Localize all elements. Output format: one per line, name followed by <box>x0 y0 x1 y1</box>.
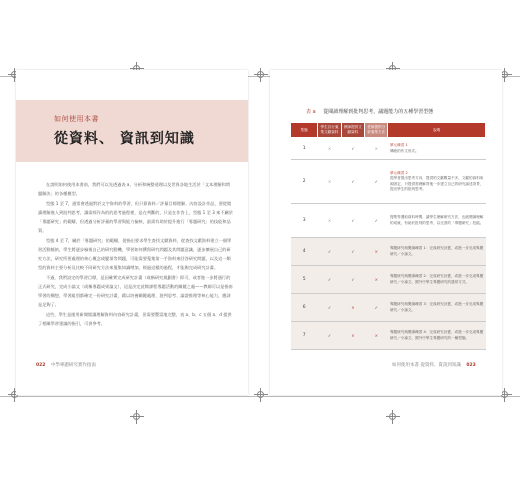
table-title: 從閱讀理解到批判思考，議題能力的五種學習型態 <box>323 109 434 115</box>
table-row <box>291 138 486 160</box>
table-row <box>291 204 486 238</box>
row-text: 傳統的作文形式。 <box>389 148 419 153</box>
row-index: 2 <box>291 160 318 204</box>
crop-mark-icon <box>130 410 144 424</box>
row-text: 搜集等選取資料時間，讓學生理解研究方法，也就閱讀理解的成就，有助於批判的思考，以完善的「專題研究」技能。 <box>389 215 484 225</box>
paragraph: 型態 4 至 7，屬於「專題研究」的範疇，從指出要求學生查找文獻資料，從查找文獻資料建立一個學習活動脈絡，學生將逐步檢視自己的研究動機，學習如何撰寫研究問題及其問題意識，逐步擴展自己的研究方法，研究所要處理的核心概念或變項等問題，可能需要蒐集第一手資料來回答研究問題，以及這一類型的資料主要分析及比較不同研究方法來蒐集知識增加，經過這樣的過程，才能夠完成研究計畫。 <box>38 238 232 270</box>
row-text: 專題研究與閱讀練習 2：完成研究計畫，或進一步完成專題研究／小論文，國外中學生專題研究的通常方式。 <box>389 274 484 284</box>
crop-mark-icon <box>254 388 268 402</box>
body-text <box>38 180 234 329</box>
row-heading: 單元練習 2 <box>389 171 408 176</box>
check-icon: ✓ <box>365 294 388 322</box>
table-caption <box>306 108 433 115</box>
cross-icon: × <box>341 294 364 322</box>
cross-icon: × <box>365 266 388 294</box>
running-footer: 中學專題研究實作指南 <box>50 363 96 368</box>
check-icon: ✓ <box>341 160 364 204</box>
cross-icon: × <box>365 138 388 160</box>
paragraph: 不過，我們設定的學習目標，是因確實完成研究計畫（或稱研究規劃書）即可，或者進一步將通行的正式研究，完成小論文（或稱專題成果論文），這是決定此類課程專題活動的關鍵之處——教師可以是指南學習的構想，學習組別都確定一份研究計畫，藉以培養關鍵處理、批判思考、論證推理等核心能力，應該是足夠了。 <box>38 275 233 307</box>
column-header: 老師提供分析蒐集方法 <box>365 123 388 138</box>
row-description <box>388 160 486 204</box>
comparison-table <box>290 122 486 350</box>
column-header: 教師提供文獻資料 <box>341 123 364 138</box>
row-text: 從學者提出思考方向，提供的文獻數量不多，文獻的資料來源固定，只提供需理解背後一步建立自己的研究論述背景，提出學生的批判思考。 <box>389 176 484 191</box>
check-icon: ✓ <box>318 294 341 322</box>
table-row <box>291 160 486 204</box>
section-header-banner <box>16 100 248 162</box>
running-footer: 如何使用本書 <box>392 363 419 368</box>
row-text: 專題研究與閱讀練習 3：完成研究計畫，或進一步完成專題研究／小論文。 <box>389 302 484 312</box>
table-header-row <box>291 123 486 138</box>
check-icon: ✓ <box>318 322 341 350</box>
table-row <box>291 266 486 294</box>
column-header: 型態 <box>291 123 318 138</box>
check-icon: ✓ <box>341 238 364 266</box>
cross-icon: × <box>318 160 341 204</box>
cross-icon: × <box>365 238 388 266</box>
crop-mark-icon <box>254 68 268 82</box>
paragraph: 這些，學生是運用新聞閱讀理解資料內容研究計畫，但需要豐富地完整，表 a、b、c 五個 a、d 提供了相關學習建議的指引，可供參考。 <box>38 312 232 326</box>
table-row <box>291 294 486 322</box>
table-label: 表 a <box>306 109 316 115</box>
cross-icon: × <box>365 322 388 350</box>
crop-mark-icon <box>386 410 400 424</box>
row-index: 1 <box>291 138 318 160</box>
check-icon: ✓ <box>365 160 388 204</box>
table-row <box>291 238 486 266</box>
left-page-footer <box>36 362 96 368</box>
row-description <box>388 238 486 266</box>
row-index: 4 <box>291 238 318 266</box>
row-description <box>388 266 486 294</box>
section-kicker: 如何使用本書 <box>54 115 99 123</box>
row-description <box>388 204 486 238</box>
right-page-footer <box>392 362 480 368</box>
page-number: 022 <box>36 363 46 368</box>
cross-icon: × <box>341 322 364 350</box>
running-footer: 從資料、資訊到知識 <box>420 363 461 368</box>
table-row <box>291 322 486 350</box>
row-index: 6 <box>291 294 318 322</box>
check-icon: ✓ <box>341 266 364 294</box>
check-icon: ✓ <box>341 204 364 238</box>
check-icon: ✓ <box>318 238 341 266</box>
column-header: 學生自行蒐集文獻資料 <box>318 123 341 138</box>
row-text: 專題研究與閱讀練習 4：完成研究計畫，或進一步完成專題研究／小論文，國外中學生專題研究的一種型態。 <box>389 330 484 340</box>
paragraph: 型態 1 至 7，通常會透過對於文字資料的學習，但只靠資料／評量目標理解、內容設計作品，要從閱讀理解進入到批判思考，讀需經作為的的思考過程裡，是在判斷的，只是在作答上，型態 1 至 3 來不屬於「專題研究」的範疇，但透過分析評量的學習與能力檢核，最需有助於提升進行「專題研究」的技能和品質。 <box>38 201 233 233</box>
page-number: 023 <box>466 363 476 368</box>
row-description <box>388 138 486 160</box>
row-description <box>388 322 486 350</box>
paragraph: 在說明如何使用本書前，我們可以先透過表 a，分析和統整道理以及世界各地生活於「文本理解和問題解決」的各種模型。 <box>38 182 230 196</box>
row-index: 3 <box>291 204 318 238</box>
row-index: 7 <box>291 322 318 350</box>
check-icon: ✓ <box>341 138 364 160</box>
cross-icon: × <box>318 138 341 160</box>
row-index: 5 <box>291 266 318 294</box>
row-heading: 單元練習 1 <box>389 143 408 148</box>
row-description <box>388 294 486 322</box>
section-title: 從資料、 資訊到知識 <box>54 131 195 147</box>
check-icon: ✓ <box>365 204 388 238</box>
column-header: 說明 <box>388 123 486 138</box>
row-text: 專題研究與閱讀練習 1：完成研究計畫，或進一步完成專題研究／小論文。 <box>389 246 484 256</box>
check-icon: ✓ <box>318 266 341 294</box>
cross-icon: × <box>318 204 341 238</box>
